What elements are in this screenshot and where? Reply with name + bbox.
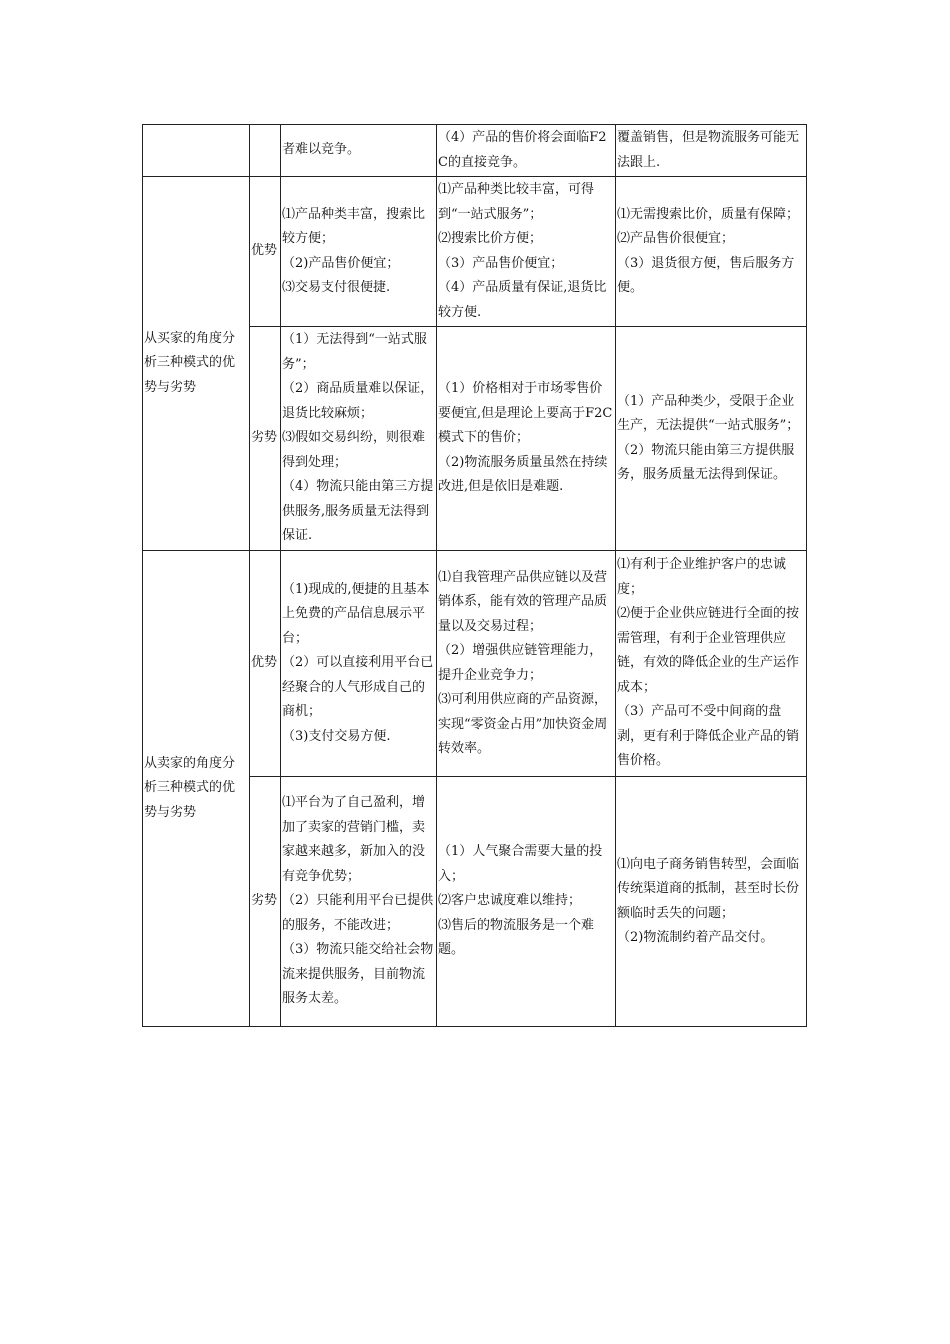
cell-line: （2)物流制约着产品交付。 — [617, 930, 774, 945]
cell — [281, 551, 437, 777]
cell-line: （3）产品可不受中间商的盘剥，更有利于降低企业产品的销售价格。 — [617, 704, 800, 769]
cell-line: ⑴自我管理产品供应链以及营销体系，能有效的管理产品质量以及交易过程； — [438, 569, 608, 634]
row-label-disadvantages: 劣势 — [250, 777, 281, 1027]
cell — [437, 551, 616, 777]
cell-line: （1）人气聚合需要大量的投入； — [438, 844, 603, 884]
cell-line: （2）可以直接利用平台已经聚合的人气形成自己的商机； — [282, 655, 434, 720]
cell-line: ⑴产品种类比较丰富，可得到“一站式服务”； — [438, 182, 595, 222]
cell-line: 者难以竞争。 — [282, 142, 361, 158]
cell-line: （1）无法得到“一站式服务”； — [282, 332, 427, 372]
cell-line: ⑵产品售价很便宜； — [617, 231, 735, 246]
cell-line: ⑶售后的物流服务是一个难题。 — [438, 917, 595, 958]
table-row-buyer-advantages — [143, 177, 807, 327]
table-row-continued — [143, 125, 807, 177]
cell-line: （1）产品种类少，受限于企业生产，无法提供“一站式服务”； — [617, 393, 800, 433]
cell-line: （2）增强供应链管理能力，提升企业竞争力； — [438, 643, 603, 683]
cell-line: （1）价格相对于市场零售价要便宜,但是理论上要高于F2C模式下的售价； — [438, 381, 613, 446]
cell — [616, 551, 807, 777]
cell-line: （1)现成的,便捷的且基本上免费的产品信息展示平台； — [282, 581, 430, 646]
cell-line: （3)支付交易方便. — [282, 728, 391, 744]
row-label-disadvantages: 劣势 — [250, 327, 281, 551]
table-row-seller-advantages — [143, 551, 807, 777]
cell-line: （2）商品质量难以保证，退货比较麻烦； — [282, 381, 434, 421]
cell-line: （3）物流只能交给社会物流来提供服务，目前物流服务太差。 — [282, 942, 434, 1007]
cell — [437, 177, 616, 327]
cell-line: （3）退货很方便，售后服务方便。 — [617, 255, 795, 295]
cell — [281, 125, 437, 177]
cell-line: ⑵搜索比价方便； — [438, 231, 543, 246]
cell-line: （4）物流只能由第三方提供服务,服务质量无法得到保证. — [282, 479, 434, 544]
cell — [616, 327, 807, 551]
cell-line: （3）产品售价便宜； — [438, 255, 564, 271]
cell — [281, 777, 437, 1027]
cell — [437, 777, 616, 1027]
cell — [281, 327, 437, 551]
cell — [616, 777, 807, 1027]
cell-line: ⑵客户忠诚度难以维持； — [438, 893, 582, 909]
cell-line: （2）只能利用平台已提供的服务，不能改进； — [282, 893, 434, 933]
cell — [616, 125, 807, 177]
cell-line: ⑴平台为了自己盈利，增加了卖家的营销门槛，卖家越来越多，新加入的没有竞争优势； — [282, 795, 426, 884]
section-label-buyer: 从买家的角度分析三种模式的优势与劣势 — [143, 177, 250, 551]
empty-cell — [143, 125, 250, 177]
section-label-seller: 从卖家的角度分析三种模式的优势与劣势 — [143, 551, 250, 1027]
cell-line: ⑶可利用供应商的产品资源，实现“零资金占用”加快资金周转效率。 — [438, 692, 608, 756]
cell-line: ⑶交易支付很便捷. — [282, 280, 391, 295]
cell-line: （4）产品质量有保证,退货比较方便. — [438, 280, 607, 320]
cell — [281, 177, 437, 327]
cell — [437, 327, 616, 551]
cell-line: ⑶假如交易纠纷，则很难得到处理； — [282, 430, 426, 470]
cell-line: ⑴向电子商务销售转型，会面临传统渠道商的抵制，甚至时长份额临时丢失的问题； — [617, 856, 800, 921]
cell-line: （2)物流服务质量虽然在持续改进,但是依旧是难题. — [438, 454, 608, 495]
cell-line: （2)产品售价便宜； — [282, 255, 400, 271]
cell-line: ⑴无需搜索比价，质量有保障； — [617, 206, 800, 222]
cell-line: （2）物流只能由第三方提供服务，服务质量无法得到保证。 — [617, 442, 795, 482]
cell — [616, 177, 807, 327]
cell-line: （4）产品的售价将会面临F2C的直接竞争。 — [438, 130, 607, 170]
comparison-table — [142, 124, 807, 1027]
empty-cell — [250, 125, 281, 177]
cell-line: ⑴有利于企业维护客户的忠诚度； — [617, 557, 787, 597]
cell-line: ⑵便于企业供应链进行全面的按需管理，有利于企业管理供应链，有效的降低企业的生产运作成本； — [617, 606, 800, 695]
cell-line: 覆盖销售，但是物流服务可能无法跟上. — [617, 130, 800, 170]
cell-line: ⑴产品种类丰富，搜索比较方便； — [282, 206, 426, 246]
row-label-advantages: 优势 — [250, 177, 281, 327]
cell — [437, 125, 616, 177]
row-label-advantages: 优势 — [250, 551, 281, 777]
